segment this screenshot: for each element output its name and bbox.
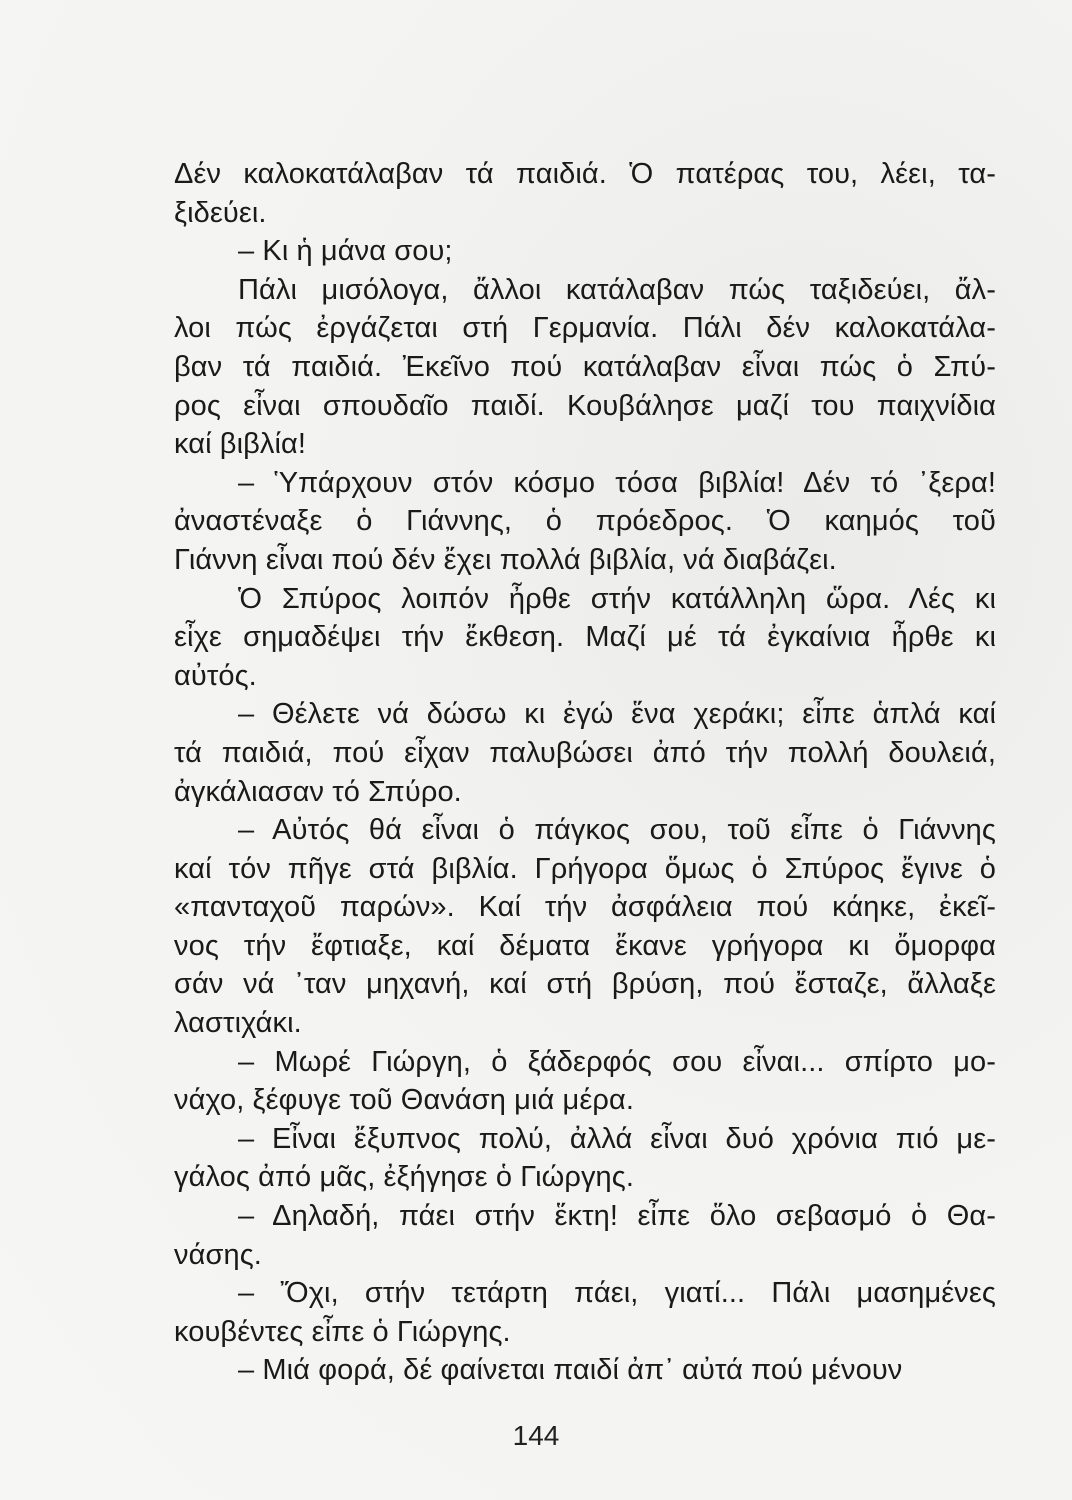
text-line: ρος εἶναι σπουδαῖο παιδί. Κουβάλησε μαζί του παιχνίδια (174, 389, 996, 422)
text-line: σάν νά ᾿ταν μηχανή, καί στή βρύση, πού ἔσταζε, ἄλλαξε (174, 968, 996, 1001)
text-line: Ὁ Σπύρος λοιπόν ἦρθε στήν κατάλληλη ὥρα. Λές κι (238, 582, 996, 615)
text-line: κουβέντες εἶπε ὁ Γιώργης. (174, 1315, 511, 1348)
text-line: τά παιδιά, πού εἶχαν παλυβώσει ἀπό τήν πολλή δουλειά, (174, 736, 996, 769)
text-line: – Ὑπάρχουν στόν κόσμο τόσα βιβλία! Δέν τό ᾿ξερα! (238, 466, 996, 499)
text-line: Πάλι μισόλογα, ἄλλοι κατάλαβαν πώς ταξιδεύει, ἄλ- (238, 273, 996, 306)
text-line: – Μιά φορά, δέ φαίνεται παιδί ἀπ᾿ αὐτά πού μένουν (238, 1354, 903, 1387)
text-line: νάχο, ξέφυγε τοῦ Θανάση μιά μέρα. (174, 1084, 635, 1117)
text-line: – Αὐτός θά εἶναι ὁ πάγκος σου, τοῦ εἶπε ὁ Γιάννης (238, 814, 996, 847)
text-line: καί βιβλία! (174, 428, 307, 461)
text-line: αὐτός. (174, 659, 257, 692)
text-line: νάσης. (174, 1238, 262, 1271)
text-line: καί τόν πῆγε στά βιβλία. Γρήγορα ὅμως ὁ Σπύρος ἔγινε ὁ (174, 852, 996, 885)
text-line: λαστιχάκι. (174, 1007, 302, 1040)
page-number: 144 (512, 1420, 560, 1451)
text-line: νος τήν ἔφτιαξε, καί δέματα ἔκανε γρήγορα κι ὄμορφα (174, 929, 996, 962)
text-line: ξιδεύει. (174, 196, 267, 229)
text-line: ἀναστέναξε ὁ Γιάννης, ὁ πρόεδρος. Ὁ καημός τοῦ (174, 505, 996, 538)
text-line: – Μωρέ Γιώργη, ὁ ξάδερφός σου εἶναι... σπίρτο μο- (238, 1045, 996, 1078)
text-line: – Κι ἡ μάνα σου; (238, 235, 453, 268)
text-line: – Δηλαδή, πάει στήν ἕκτη! εἶπε ὅλο σεβασμό ὁ Θα- (238, 1200, 996, 1233)
text-line: γάλος ἀπό μᾶς, ἐξήγησε ὁ Γιώργης. (174, 1161, 635, 1194)
text-line: ἀγκάλιασαν τό Σπύρο. (174, 775, 462, 808)
text-line: εἶχε σημαδέψει τήν ἔκθεση. Μαζί μέ τά ἐγκαίνια ἦρθε κι (174, 621, 996, 654)
text-line: βαν τά παιδιά. Ἐκεῖνο πού κατάλαβαν εἶναι πώς ὁ Σπύ- (174, 350, 996, 383)
text-line: – Ὄχι, στήν τετάρτη πάει, γιατί... Πάλι μασημένες (238, 1277, 996, 1310)
text-line: λοι πώς ἐργάζεται στή Γερμανία. Πάλι δέν καλοκατάλα- (174, 312, 996, 345)
text-line: «πανταχοῦ παρών». Καί τήν ἀσφάλεια πού κάηκε, ἐκεῖ- (174, 891, 996, 924)
text-line: Δέν καλοκατάλαβαν τά παιδιά. Ὁ πατέρας του, λέει, τα- (174, 158, 996, 190)
body-text (174, 155, 996, 1390)
text-line: – Εἶναι ἔξυπνος πολύ, ἀλλά εἶναι δυό χρόνια πιό με- (238, 1122, 996, 1155)
text-line: – Θέλετε νά δώσω κι ἐγώ ἕνα χεράκι; εἶπε ἁπλά καί (238, 698, 996, 731)
text-line: Γιάννη εἶναι πού δέν ἔχει πολλά βιβλία, νά διαβάζει. (174, 543, 837, 576)
